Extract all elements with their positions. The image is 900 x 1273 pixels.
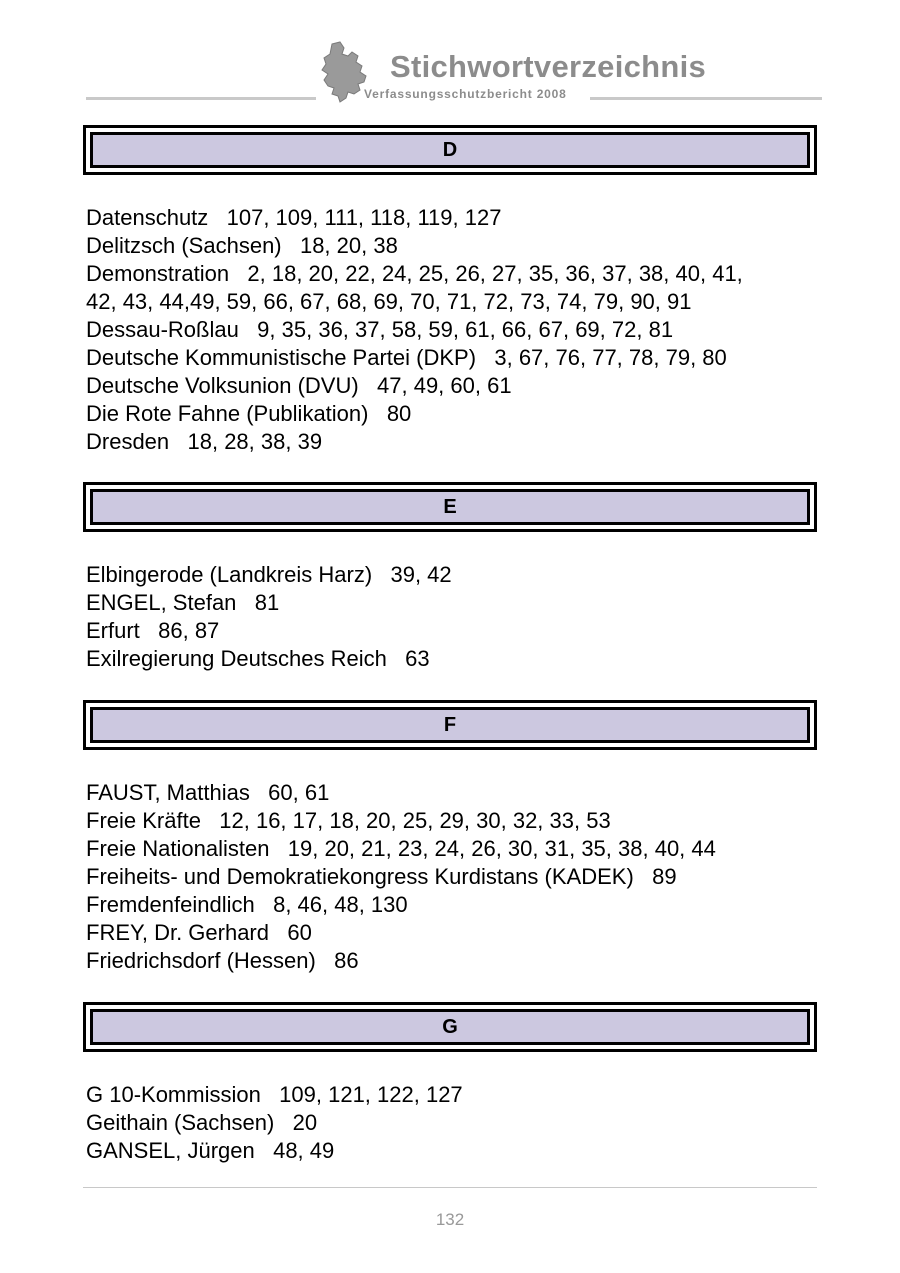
footer-rule — [83, 1187, 817, 1188]
index-entry: Demonstration 2, 18, 20, 22, 24, 25, 26, 27, 35, 36, 37, 38, 40, 41, — [86, 261, 743, 286]
section-header-g — [83, 1002, 817, 1052]
index-entry: Erfurt 86, 87 — [86, 618, 220, 643]
section-header-d — [83, 125, 817, 175]
index-entry: Exilregierung Deutsches Reich 63 — [86, 646, 430, 671]
index-entry: Datenschutz 107, 109, 111, 118, 119, 127 — [86, 205, 502, 230]
index-entry: Freie Kräfte 12, 16, 17, 18, 20, 25, 29, 30, 32, 33, 53 — [86, 808, 611, 833]
section-header-f — [83, 700, 817, 750]
index-entry: G 10-Kommission 109, 121, 122, 127 — [86, 1082, 463, 1107]
index-entry: Deutsche Kommunistische Partei (DKP) 3, 67, 76, 77, 78, 79, 80 — [86, 345, 727, 370]
index-entry: FREY, Dr. Gerhard 60 — [86, 920, 312, 945]
index-entry: Geithain (Sachsen) 20 — [86, 1110, 318, 1135]
page-header — [0, 0, 900, 115]
section-header-e — [83, 482, 817, 532]
section-entries-e — [86, 561, 826, 673]
section-letter: F — [90, 707, 810, 743]
index-entry: Fremdenfeindlich 8, 46, 48, 130 — [86, 892, 408, 917]
index-entry: Dessau-Roßlau 9, 35, 36, 37, 58, 59, 61, 66, 67, 69, 72, 81 — [86, 317, 674, 342]
header-rule-left — [86, 97, 316, 100]
index-entry: Elbingerode (Landkreis Harz) 39, 42 — [86, 562, 452, 587]
header-title: Stichwortverzeichnis — [390, 49, 707, 84]
index-entry: 42, 43, 44,49, 59, 66, 67, 68, 69, 70, 71, 72, 73, 74, 79, 90, 91 — [86, 289, 692, 314]
index-entry: Delitzsch (Sachsen) 18, 20, 38 — [86, 233, 398, 258]
section-letter: E — [90, 489, 810, 525]
section-entries-f — [86, 779, 826, 975]
sachsen-anhalt-map-icon — [318, 40, 370, 104]
index-entry: Dresden 18, 28, 38, 39 — [86, 429, 323, 454]
index-entry: Friedrichsdorf (Hessen) 86 — [86, 948, 359, 973]
index-entry: Die Rote Fahne (Publikation) 80 — [86, 401, 412, 426]
header-subtitle: Verfassungsschutzbericht 2008 — [364, 87, 567, 101]
index-entry: Freiheits- und Demokratiekongress Kurdistans (KADEK) 89 — [86, 864, 677, 889]
index-entry: Freie Nationalisten 19, 20, 21, 23, 24, 26, 30, 31, 35, 38, 40, 44 — [86, 836, 716, 861]
index-entry: ENGEL, Stefan 81 — [86, 590, 280, 615]
section-letter: G — [90, 1009, 810, 1045]
page-number: 132 — [435, 1210, 465, 1229]
header-rule-right — [590, 97, 822, 100]
section-letter: D — [90, 132, 810, 168]
index-entry: FAUST, Matthias 60, 61 — [86, 780, 330, 805]
section-entries-g — [86, 1081, 826, 1165]
index-entry: GANSEL, Jürgen 48, 49 — [86, 1138, 335, 1163]
section-entries-d — [86, 204, 826, 456]
index-entry: Deutsche Volksunion (DVU) 47, 49, 60, 61 — [86, 373, 512, 398]
